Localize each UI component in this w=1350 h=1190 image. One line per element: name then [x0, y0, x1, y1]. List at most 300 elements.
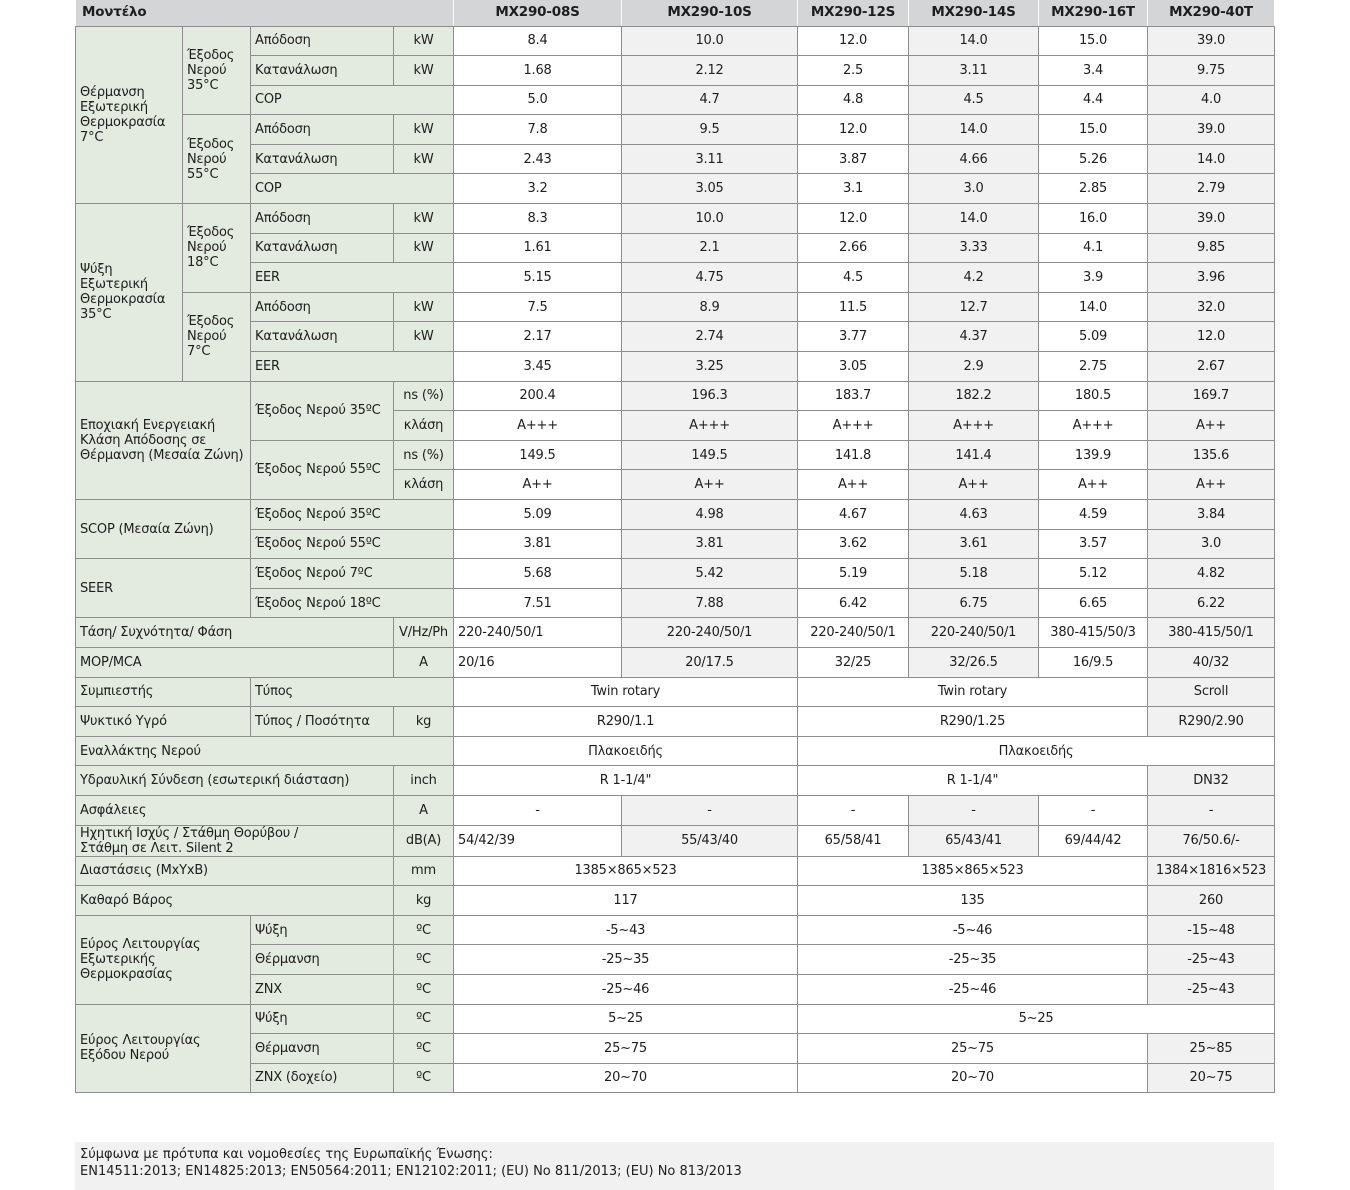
value-cell: A+++	[798, 411, 909, 441]
param-label: Τύπος	[251, 677, 454, 707]
value-cell: 182.2	[909, 381, 1039, 411]
value-cell: 196.3	[622, 381, 798, 411]
value-cell: 11.5	[798, 292, 909, 322]
unit-label: kW	[394, 322, 454, 352]
value-cell: 3.0	[1148, 529, 1275, 559]
spec-sheet	[75, 0, 1274, 1093]
unit-label: A	[394, 795, 454, 825]
value-cell: 6.75	[909, 588, 1039, 618]
value-cell: 20/17.5	[622, 647, 798, 677]
unit-label: kW	[394, 144, 454, 174]
param-label: Κατανάλωση	[251, 233, 394, 263]
value-cell: 39.0	[1148, 204, 1275, 234]
model-col-header: MX290-10S	[622, 0, 798, 26]
param-label: ZNX (δοχείο)	[251, 1063, 394, 1093]
group-label: Ψύξη Εξωτερική Θερμοκρασία 35°C	[76, 204, 183, 382]
value-cell: -25~46	[454, 974, 798, 1004]
value-cell: 25~85	[1148, 1034, 1275, 1064]
spec-row	[76, 322, 1275, 352]
value-cell: 6.65	[1039, 588, 1148, 618]
value-cell: 6.42	[798, 588, 909, 618]
param-label: Απόδοση	[251, 292, 394, 322]
value-cell: 55/43/40	[622, 825, 798, 856]
value-cell: A+++	[622, 411, 798, 441]
value-cell: 3.05	[622, 174, 798, 204]
header-row	[76, 0, 1275, 26]
unit-label: ºC	[394, 1063, 454, 1093]
value-cell: 12.0	[798, 204, 909, 234]
group-label: Εύρος Λειτουργίας Εξόδου Νερού	[76, 1004, 251, 1093]
spec-row	[76, 707, 1275, 737]
value-cell: 9.75	[1148, 56, 1275, 86]
value-cell: 3.62	[798, 529, 909, 559]
param-label: EER	[251, 263, 454, 293]
value-cell: 1.61	[454, 233, 622, 263]
value-cell: 4.82	[1148, 559, 1275, 589]
spec-row	[76, 233, 1275, 263]
value-cell: 2.5	[798, 56, 909, 86]
spec-row	[76, 618, 1275, 648]
group-label: Εποχιακή Ενεργειακή Κλάση Απόδοσης σε Θέρμανση (Μεσαία Ζώνη)	[76, 381, 251, 499]
value-cell: Twin rotary	[798, 677, 1148, 707]
value-cell: 4.63	[909, 500, 1039, 530]
value-cell: 141.8	[798, 440, 909, 470]
value-cell: 380-415/50/3	[1039, 618, 1148, 648]
spec-row	[76, 795, 1275, 825]
value-cell: 15.0	[1039, 115, 1148, 145]
value-cell: 54/42/39	[454, 825, 622, 856]
spec-row	[76, 85, 1275, 115]
unit-label: kW	[394, 292, 454, 322]
unit-label: kW	[394, 233, 454, 263]
value-cell: -	[909, 795, 1039, 825]
param-label: COP	[251, 174, 454, 204]
spec-row	[76, 263, 1275, 293]
value-cell: 20~75	[1148, 1063, 1275, 1093]
group-label: SCOP (Μεσαία Ζώνη)	[76, 500, 251, 559]
value-cell: 5.09	[454, 500, 622, 530]
value-cell: 3.77	[798, 322, 909, 352]
model-col-header: MX290-16T	[1039, 0, 1148, 26]
param-label: Κατανάλωση	[251, 144, 394, 174]
value-cell: A++	[1148, 470, 1275, 500]
value-cell: 3.11	[909, 56, 1039, 86]
value-cell: 220-240/50/1	[622, 618, 798, 648]
spec-table	[75, 0, 1275, 1093]
value-cell: 7.5	[454, 292, 622, 322]
value-cell: Scroll	[1148, 677, 1275, 707]
value-cell: 139.9	[1039, 440, 1148, 470]
value-cell: 8.4	[454, 26, 622, 56]
unit-label: mm	[394, 856, 454, 886]
value-cell: 4.5	[909, 85, 1039, 115]
spec-row	[76, 174, 1275, 204]
value-cell: -	[798, 795, 909, 825]
value-cell: -	[622, 795, 798, 825]
noise-label-line: Ηχητική Ισχύς / Στάθμη Θορύβου /	[80, 825, 299, 841]
value-cell: 3.25	[622, 352, 798, 382]
param-label: Υδραυλική Σύνδεση (εσωτερική διάσταση)	[76, 766, 394, 796]
value-cell: 5~25	[798, 1004, 1275, 1034]
value-cell: 65/58/41	[798, 825, 909, 856]
footnote-line: Σύμφωνα με πρότυπα και νομοθεσίες της Ευρωπαϊκής Ένωσης:	[80, 1147, 493, 1162]
value-cell: 3.1	[798, 174, 909, 204]
value-cell: R290/2.90	[1148, 707, 1275, 737]
spec-row	[76, 115, 1275, 145]
value-cell: 5.15	[454, 263, 622, 293]
model-col-header: MX290-40T	[1148, 0, 1275, 26]
spec-row	[76, 56, 1275, 86]
value-cell: R290/1.1	[454, 707, 798, 737]
param-label	[76, 825, 394, 856]
spec-row	[76, 1063, 1275, 1093]
value-cell: 3.2	[454, 174, 622, 204]
value-cell: 3.61	[909, 529, 1039, 559]
value-cell: 12.7	[909, 292, 1039, 322]
standards-footnote	[75, 1142, 1274, 1190]
spec-row	[76, 588, 1275, 618]
value-cell: 2.85	[1039, 174, 1148, 204]
value-cell: 5.42	[622, 559, 798, 589]
value-cell: 4.1	[1039, 233, 1148, 263]
value-cell: 32.0	[1148, 292, 1275, 322]
unit-label: ns (%)	[394, 381, 454, 411]
value-cell: A++	[909, 470, 1039, 500]
spec-row	[76, 736, 1275, 766]
unit-label: ºC	[394, 1034, 454, 1064]
value-cell: 169.7	[1148, 381, 1275, 411]
spec-row	[76, 559, 1275, 589]
unit-label: kW	[394, 56, 454, 86]
spec-row	[76, 856, 1275, 886]
value-cell: 4.67	[798, 500, 909, 530]
value-cell: 5.68	[454, 559, 622, 589]
param-label: Καθαρό Βάρος	[76, 886, 394, 916]
group-label: Θέρμανση Εξωτερική Θερμοκρασία 7°C	[76, 26, 183, 204]
unit-label: ºC	[394, 1004, 454, 1034]
spec-row	[76, 144, 1275, 174]
param-label: Διαστάσεις (ΜxΥxΒ)	[76, 856, 394, 886]
value-cell: 220-240/50/1	[798, 618, 909, 648]
value-cell: 2.12	[622, 56, 798, 86]
value-cell: -5~46	[798, 915, 1148, 945]
value-cell: 220-240/50/1	[909, 618, 1039, 648]
param-label: Απόδοση	[251, 204, 394, 234]
value-cell: 149.5	[454, 440, 622, 470]
spec-row	[76, 26, 1275, 56]
unit-label: ºC	[394, 915, 454, 945]
value-cell: 25~75	[798, 1034, 1148, 1064]
value-cell: 4.5	[798, 263, 909, 293]
value-cell: 14.0	[1148, 144, 1275, 174]
param-label: Ψύξη	[251, 1004, 394, 1034]
value-cell: R 1-1/4"	[454, 766, 798, 796]
spec-row	[76, 677, 1275, 707]
value-cell: 4.4	[1039, 85, 1148, 115]
unit-label: A	[394, 647, 454, 677]
value-cell: 200.4	[454, 381, 622, 411]
value-cell: 2.43	[454, 144, 622, 174]
value-cell: Twin rotary	[454, 677, 798, 707]
spec-row	[76, 292, 1275, 322]
value-cell: 1.68	[454, 56, 622, 86]
value-cell: 32/25	[798, 647, 909, 677]
spec-row	[76, 974, 1275, 1004]
subgroup-label: Έξοδος Νερού 7°C	[183, 292, 251, 381]
value-cell: 1385×865×523	[798, 856, 1148, 886]
value-cell: 39.0	[1148, 115, 1275, 145]
unit-label: kg	[394, 886, 454, 916]
value-cell: 135.6	[1148, 440, 1275, 470]
value-cell: 5.19	[798, 559, 909, 589]
value-cell: 16.0	[1039, 204, 1148, 234]
noise-label-line: Στάθμη σε Λειτ. Silent 2	[80, 840, 234, 856]
value-cell: 20/16	[454, 647, 622, 677]
value-cell: A+++	[454, 411, 622, 441]
value-cell: 69/44/42	[1039, 825, 1148, 856]
value-cell: 10.0	[622, 26, 798, 56]
spec-row	[76, 500, 1275, 530]
value-cell: 117	[454, 886, 798, 916]
value-cell: 9.5	[622, 115, 798, 145]
value-cell: -25~43	[1148, 945, 1275, 975]
param-label: Απόδοση	[251, 115, 394, 145]
param-label: Ασφάλειες	[76, 795, 394, 825]
value-cell: -25~35	[798, 945, 1148, 975]
value-cell: 149.5	[622, 440, 798, 470]
value-cell: 4.75	[622, 263, 798, 293]
value-cell: 65/43/41	[909, 825, 1039, 856]
value-cell: R 1-1/4"	[798, 766, 1148, 796]
unit-label: kW	[394, 204, 454, 234]
value-cell: 2.1	[622, 233, 798, 263]
value-cell: 76/50.6/-	[1148, 825, 1275, 856]
value-cell: 2.17	[454, 322, 622, 352]
unit-label: dB(A)	[394, 825, 454, 856]
value-cell: A++	[1148, 411, 1275, 441]
subgroup-label: Έξοδος Νερού 35ºC	[251, 381, 394, 440]
value-cell: 3.11	[622, 144, 798, 174]
unit-label: inch	[394, 766, 454, 796]
spec-row	[76, 886, 1275, 916]
model-col-header: MX290-14S	[909, 0, 1039, 26]
param-label: ZNX	[251, 974, 394, 1004]
value-cell: 5.12	[1039, 559, 1148, 589]
value-cell: 2.75	[1039, 352, 1148, 382]
unit-label: V/Hz/Ph	[394, 618, 454, 648]
value-cell: 12.0	[798, 26, 909, 56]
subgroup-label: Έξοδος Νερού 35°C	[183, 26, 251, 115]
value-cell: 7.8	[454, 115, 622, 145]
value-cell: 3.45	[454, 352, 622, 382]
value-cell: 16/9.5	[1039, 647, 1148, 677]
unit-label: ns (%)	[394, 440, 454, 470]
value-cell: 3.81	[454, 529, 622, 559]
param-label: Έξοδος Νερού 18ºC	[251, 588, 454, 618]
value-cell: 14.0	[909, 204, 1039, 234]
value-cell: 6.22	[1148, 588, 1275, 618]
value-cell: 3.4	[1039, 56, 1148, 86]
spec-row	[76, 529, 1275, 559]
value-cell: DN32	[1148, 766, 1275, 796]
value-cell: A++	[622, 470, 798, 500]
value-cell: 15.0	[1039, 26, 1148, 56]
value-cell: 14.0	[909, 26, 1039, 56]
value-cell: 12.0	[798, 115, 909, 145]
value-cell: 25~75	[454, 1034, 798, 1064]
value-cell: -25~46	[798, 974, 1148, 1004]
value-cell: 2.66	[798, 233, 909, 263]
unit-label: kW	[394, 115, 454, 145]
value-cell: 135	[798, 886, 1148, 916]
value-cell: 1385×865×523	[454, 856, 798, 886]
value-cell: 7.51	[454, 588, 622, 618]
value-cell: 3.57	[1039, 529, 1148, 559]
value-cell: 3.84	[1148, 500, 1275, 530]
value-cell: 3.9	[1039, 263, 1148, 293]
value-cell: 380-415/50/1	[1148, 618, 1275, 648]
spec-row	[76, 825, 1275, 856]
value-cell: 2.74	[622, 322, 798, 352]
value-cell: 20~70	[454, 1063, 798, 1093]
value-cell: Πλακοειδής	[454, 736, 798, 766]
value-cell: -5~43	[454, 915, 798, 945]
value-cell: 39.0	[1148, 26, 1275, 56]
value-cell: 3.0	[909, 174, 1039, 204]
spec-row	[76, 945, 1275, 975]
param-label: Έξοδος Νερού 35ºC	[251, 500, 454, 530]
value-cell: A++	[454, 470, 622, 500]
value-cell: 4.2	[909, 263, 1039, 293]
subgroup-label: Έξοδος Νερού 55°C	[183, 115, 251, 204]
param-label: Συμπιεστής	[76, 677, 251, 707]
unit-label: κλάση	[394, 470, 454, 500]
spec-row	[76, 1034, 1275, 1064]
value-cell: 14.0	[1039, 292, 1148, 322]
model-col-header: MX290-12S	[798, 0, 909, 26]
spec-row	[76, 440, 1275, 470]
value-cell: -	[454, 795, 622, 825]
param-label: Έξοδος Νερού 7ºC	[251, 559, 454, 589]
value-cell: 5~25	[454, 1004, 798, 1034]
value-cell: 260	[1148, 886, 1275, 916]
value-cell: 32/26.5	[909, 647, 1039, 677]
value-cell: -25~43	[1148, 974, 1275, 1004]
value-cell: 3.33	[909, 233, 1039, 263]
subgroup-label: Έξοδος Νερού 55ºC	[251, 440, 394, 499]
value-cell: 2.79	[1148, 174, 1275, 204]
value-cell: 3.87	[798, 144, 909, 174]
value-cell: 14.0	[909, 115, 1039, 145]
unit-label: ºC	[394, 945, 454, 975]
value-cell: 2.67	[1148, 352, 1275, 382]
param-label: COP	[251, 85, 454, 115]
model-label: Μοντέλο	[76, 0, 454, 26]
value-cell: 1384×1816×523	[1148, 856, 1275, 886]
value-cell: 141.4	[909, 440, 1039, 470]
value-cell: A+++	[1039, 411, 1148, 441]
value-cell: 5.0	[454, 85, 622, 115]
param-label: Ψυκτικό Υγρό	[76, 707, 251, 737]
group-label: Εύρος Λειτουργίας Εξωτερικής Θερμοκρασίας	[76, 915, 251, 1004]
value-cell: 180.5	[1039, 381, 1148, 411]
spec-row	[76, 915, 1275, 945]
param-label: EER	[251, 352, 454, 382]
value-cell: 9.85	[1148, 233, 1275, 263]
value-cell: 5.18	[909, 559, 1039, 589]
value-cell: A++	[798, 470, 909, 500]
value-cell: 8.3	[454, 204, 622, 234]
value-cell: 4.37	[909, 322, 1039, 352]
value-cell: 10.0	[622, 204, 798, 234]
value-cell: 7.88	[622, 588, 798, 618]
value-cell: 8.9	[622, 292, 798, 322]
value-cell: 4.8	[798, 85, 909, 115]
model-col-header: MX290-08S	[454, 0, 622, 26]
param-label: Εναλλάκτης Νερού	[76, 736, 454, 766]
subgroup-label: Έξοδος Νερού 18°C	[183, 204, 251, 293]
value-cell: 3.96	[1148, 263, 1275, 293]
value-cell: 12.0	[1148, 322, 1275, 352]
value-cell: -15~48	[1148, 915, 1275, 945]
value-cell: 5.09	[1039, 322, 1148, 352]
param-label: Κατανάλωση	[251, 56, 394, 86]
value-cell: 20~70	[798, 1063, 1148, 1093]
spec-row	[76, 381, 1275, 411]
unit-label: kW	[394, 26, 454, 56]
param-label: Ψύξη	[251, 915, 394, 945]
value-cell: 4.0	[1148, 85, 1275, 115]
param-label: Θέρμανση	[251, 1034, 394, 1064]
value-cell: 3.05	[798, 352, 909, 382]
param-label: Τύπος / Ποσότητα	[251, 707, 394, 737]
value-cell: 4.98	[622, 500, 798, 530]
param-label: Κατανάλωση	[251, 322, 394, 352]
value-cell: -	[1039, 795, 1148, 825]
footnote-line: EN14511:2013; EN14825:2013; EN50564:2011; EN12102:2011; (EU) No 811/2013; (EU) No 813/2013	[80, 1164, 742, 1179]
value-cell: 5.26	[1039, 144, 1148, 174]
unit-label: κλάση	[394, 411, 454, 441]
spec-row	[76, 1004, 1275, 1034]
unit-label: kg	[394, 707, 454, 737]
value-cell: -	[1148, 795, 1275, 825]
value-cell: R290/1.25	[798, 707, 1148, 737]
value-cell: 40/32	[1148, 647, 1275, 677]
value-cell: 220-240/50/1	[454, 618, 622, 648]
value-cell: -25~35	[454, 945, 798, 975]
value-cell: A+++	[909, 411, 1039, 441]
param-label: Έξοδος Νερού 55ºC	[251, 529, 454, 559]
value-cell: 183.7	[798, 381, 909, 411]
value-cell: Πλακοειδής	[798, 736, 1275, 766]
spec-row	[76, 766, 1275, 796]
unit-label: ºC	[394, 974, 454, 1004]
spec-row	[76, 647, 1275, 677]
param-label: MOP/MCA	[76, 647, 394, 677]
value-cell: 4.59	[1039, 500, 1148, 530]
group-label: SEER	[76, 559, 251, 618]
spec-row	[76, 352, 1275, 382]
value-cell: A++	[1039, 470, 1148, 500]
param-label: Θέρμανση	[251, 945, 394, 975]
param-label: Απόδοση	[251, 26, 394, 56]
param-label: Τάση/ Συχνότητα/ Φάση	[76, 618, 394, 648]
value-cell: 3.81	[622, 529, 798, 559]
value-cell: 4.7	[622, 85, 798, 115]
value-cell: 4.66	[909, 144, 1039, 174]
spec-row	[76, 204, 1275, 234]
value-cell: 2.9	[909, 352, 1039, 382]
